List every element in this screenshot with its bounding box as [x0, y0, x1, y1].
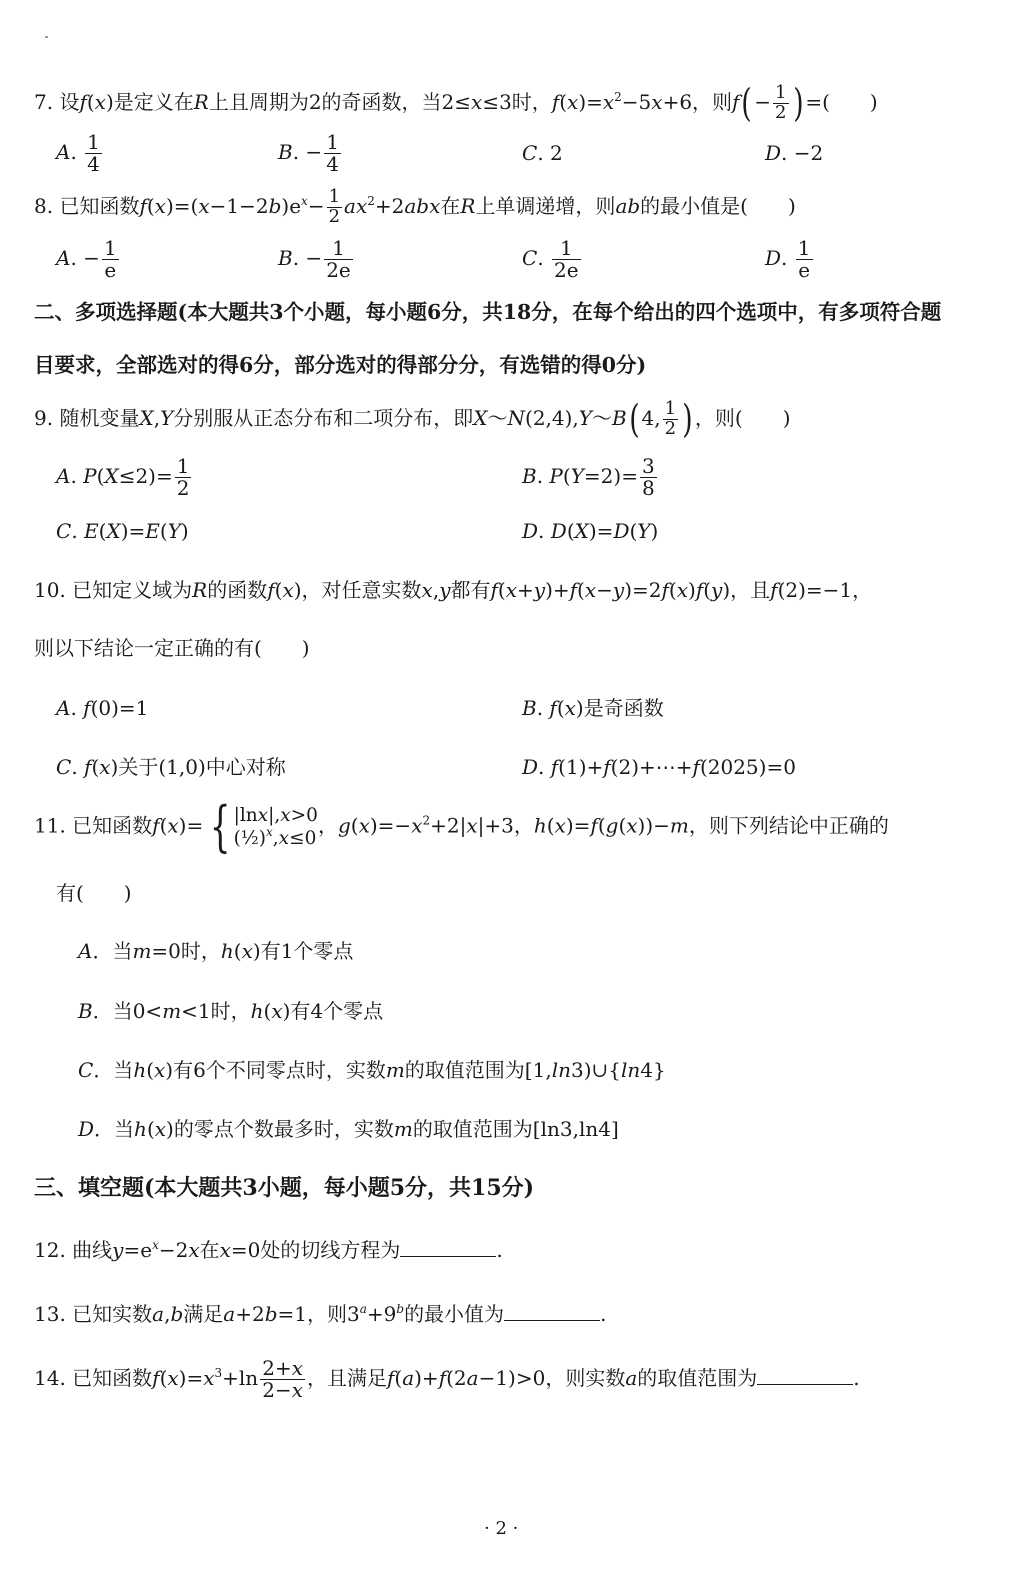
question-7-option-a: A. $\frac{1}{4}$ [56, 130, 100, 176]
question-9-option-d: D. D(X)=D(Y) [522, 519, 659, 543]
question-10-option-c: C. f(x)关于(1,0)中心对称 [56, 755, 286, 779]
question-11-stem-line-1: 11. 已知函数f(x)= { |lnx|,x>0 (½)$^x$,x≤0 ，$g(x)=-x^2+2|x|+3$，h(x)=f(g(x))−m，则下列结论中正确的 [34, 795, 889, 858]
question-10-option-a: A. f(0)=1 [56, 696, 149, 720]
question-11-option-d: D．当h(x)的零点个数最多时，实数m的取值范围为[ln3,ln4] [78, 1117, 619, 1141]
scan-speck [45, 36, 48, 38]
question-11-stem-line-2: 有( ) [56, 881, 132, 905]
question-7-option-b: B. − $\frac{1}{4}$ [278, 130, 339, 176]
section-2-heading-line-1: 二、多项选择题(本大题共3个小题，每小题6分，共18分，在每个给出的四个选项中，有多项符合题 [34, 300, 942, 324]
question-7-stem: 7. 设f(x)是定义在R上且周期为2的奇函数，当2≤x≤3时，$f(x)=x^2-5x+6$，则f( − $\frac{1}{2}$ ) =( ) [34, 81, 878, 126]
question-13-stem: 13. 已知实数a,b满足a+2b=1，则$3^a+9^b$的最小值为 . [34, 1302, 607, 1326]
question-8-option-d: D. $\frac{1}{e}$ [765, 236, 811, 282]
page-number: · 2 · [484, 1518, 519, 1539]
question-8-option-a: A. − $\frac{1}{e}$ [56, 236, 117, 282]
section-2-heading-line-2: 目要求，全部选对的得6分，部分选对的得部分分，有选错的得0分) [34, 353, 647, 377]
question-10-option-b: B. f(x)是奇函数 [522, 696, 664, 720]
question-11-option-a: A．当m=0时，h(x)有1个零点 [78, 939, 354, 963]
question-8-option-c: C. $\frac{1}{2e}$ [522, 236, 579, 282]
section-3-heading: 三、填空题(本大题共3小题，每小题5分，共15分) [34, 1175, 535, 1201]
question-9-stem: 9. 随机变量X,Y分别服从正态分布和二项分布，即X～N(2,4),Y～B( 4, $\frac{1}{2}$ ) ，则( ) [34, 397, 791, 442]
question-11-option-c: C．当h(x)有6个不同零点时，实数m的取值范围为[1,ln3)∪{ln4} [78, 1058, 666, 1082]
question-11-option-b: B．当0<m<1时，h(x)有4个零点 [78, 999, 384, 1023]
question-12-stem: 12. 曲线$y=e^x-2x$在x=0处的切线方程为 . [34, 1238, 503, 1262]
question-7-option-c: C. 2 [522, 141, 563, 165]
question-9-option-b: B. P(Y=2)= $\frac{3}{8}$ [522, 454, 655, 500]
question-10-stem-line-2: 则以下结论一定正确的有( ) [34, 636, 310, 660]
question-14-stem: 14. 已知函数$f(x)=x^3+\ln$ $\frac{2+x}{2-x}$ ，且满足f(a)+f(2a−1)>0，则实数a的取值范围为 . [34, 1356, 860, 1402]
question-8-stem: 8. 已知函数$f(x)=(x-1-2b)e^x-$ $\frac{1}{2}$ $ax^2+2abx$在R上单调递增，则ab的最小值是( ) [34, 186, 796, 227]
question-10-option-d: D. f(1)+f(2)+⋯+f(2025)=0 [522, 755, 796, 779]
question-7-option-d: D. −2 [765, 141, 824, 165]
question-8-option-b: B. − $\frac{1}{2e}$ [278, 236, 351, 282]
question-9-option-a: A. P(X≤2)= $\frac{1}{2}$ [56, 454, 190, 500]
question-9-option-c: C. E(X)=E(Y) [56, 519, 189, 543]
question-10-stem-line-1: 10. 已知定义域为R的函数f(x)，对任意实数x,y都有f(x+y)+f(x−y)=2f(x)f(y)，且f(2)=−1， [34, 578, 873, 602]
